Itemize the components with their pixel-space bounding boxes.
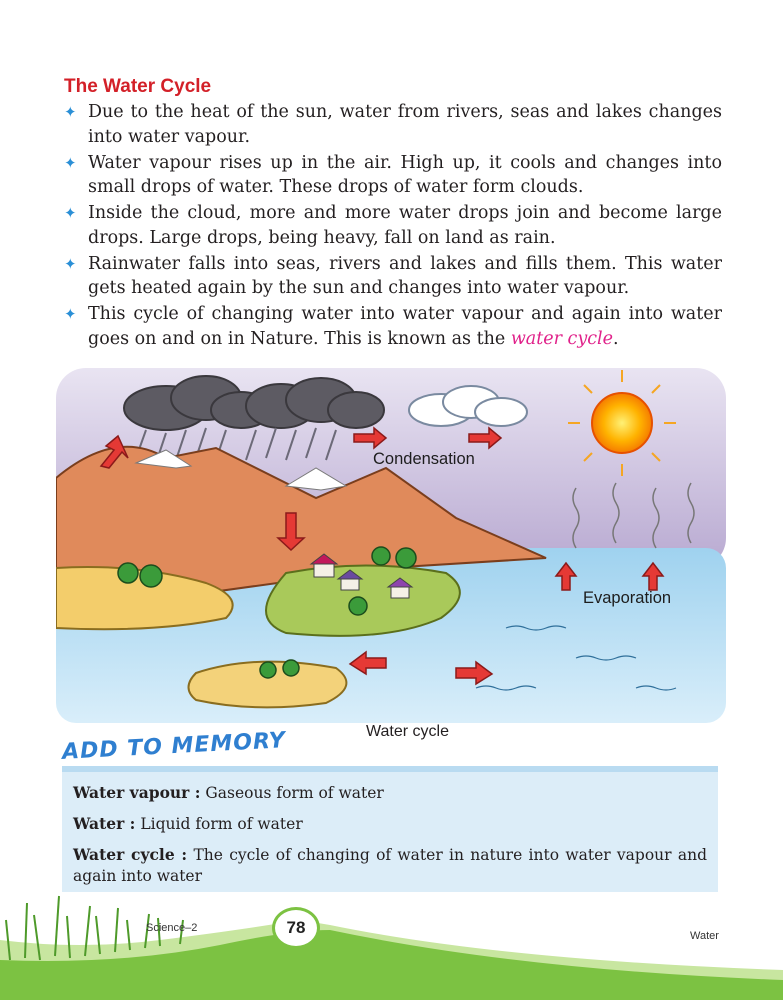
book-title: Science–2 — [146, 922, 198, 934]
bullet-item: ✦ This cycle of changing water into water vapour and again into water goes on and on in Nature. This is known as the water cycle. — [64, 304, 722, 349]
highlight-term: water cycle — [510, 328, 613, 349]
star-bullet-icon: ✦ — [64, 153, 77, 172]
bullet-list — [62, 100, 722, 353]
figure-caption: Water cycle — [366, 723, 449, 740]
water-cycle-illustration — [56, 368, 726, 730]
condensation-label: Condensation — [373, 450, 475, 468]
star-bullet-icon: ✦ — [64, 204, 77, 222]
grass-decoration — [0, 850, 783, 1000]
memory-item: Water : Liquid form of water — [73, 814, 303, 833]
memory-heading: ADD TO MEMORY — [61, 728, 287, 765]
star-bullet-icon: ✦ — [64, 254, 77, 273]
bullet-item: ✦ Water vapour rises up in the air. High up, it cools and changes into small drops of water. These drops of water form clouds. — [64, 152, 722, 197]
bullet-item: ✦ Due to the heat of the sun, water from rivers, seas and lakes changes into water vapour. — [64, 102, 722, 147]
evaporation-label: Evaporation — [583, 589, 672, 607]
section-title: The Water Cycle — [64, 76, 212, 97]
memory-item: Water cycle : The cycle of changing of water in nature into water vapour and again into water — [73, 845, 708, 885]
page-number: 78 — [272, 907, 320, 949]
star-bullet-icon: ✦ — [64, 103, 77, 121]
bullet-item: ✦ Inside the cloud, more and more water drops join and become large drops. Large drops, being heavy, fall on land as rain. — [64, 203, 722, 248]
memory-item: Water vapour : Gaseous form of water — [73, 783, 384, 802]
chapter-name: Water — [690, 930, 719, 942]
star-bullet-icon: ✦ — [64, 305, 77, 323]
bullet-item: ✦ Rainwater falls into seas, rivers and lakes and fills them. This water gets heated again by the sun and changes into water vapour. — [64, 253, 722, 298]
